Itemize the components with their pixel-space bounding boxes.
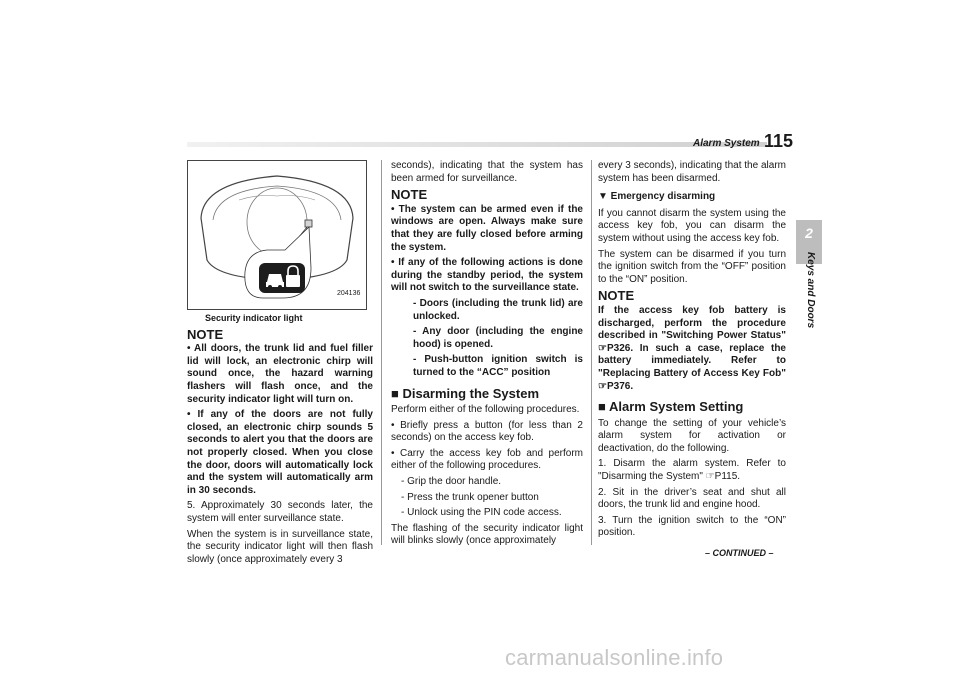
note-heading: NOTE <box>391 187 428 203</box>
watermark: carmanualsonline.info <box>505 645 724 670</box>
page-number: 115 <box>764 131 794 151</box>
body-paragraph: When the system is in surveillance state, the security indicator light will then flash slowly (once approximately every 3 <box>187 528 373 565</box>
body-paragraph: The system can be disarmed if you turn the ignition switch from the “OFF” position to the “ON” position. <box>598 248 786 285</box>
continued-label: – CONTINUED – <box>705 548 774 558</box>
bullet-item: • Carry the access key fob and perform either of the following procedures. <box>391 447 583 472</box>
column-divider <box>381 160 382 545</box>
note-bullet: • If any of the doors are not fully closed, an electronic chirp sounds 5 seconds to alert you that the doors are not properly closed. When you close the door, doors will automatically lock and the system will automatically arm in 30 seconds. <box>187 409 373 496</box>
note-bullet: • All doors, the trunk lid and fuel filler lid will lock, an electronic chirp will sound once, the hazard warning flashers will flash once, and the security indicator light will turn on. <box>187 343 373 405</box>
list-item: - Press the trunk opener button <box>401 491 539 503</box>
figure-number: 204136 <box>337 290 361 297</box>
note-bullet: • If any of the following actions is done during the standby period, the system will not switch to the surveillance state. <box>391 257 583 294</box>
security-indicator-figure <box>187 160 367 310</box>
note-sub-item: - Any door (including the engine hood) is opened. <box>413 326 583 350</box>
step-text: 3. Turn the ignition switch to the “ON” position. <box>598 514 786 539</box>
step-text: 2. Sit in the driver’s seat and shut all doors, the trunk lid and engine hood. <box>598 486 786 511</box>
body-paragraph: every 3 seconds), indicating that the alarm system has been disarmed. <box>598 160 786 184</box>
list-item: - Grip the door handle. <box>401 476 502 488</box>
section-heading: ■ Alarm System Setting <box>598 399 744 415</box>
column-3 <box>598 160 786 543</box>
list-item: - Unlock using the PIN code access. <box>401 507 562 519</box>
note-heading: NOTE <box>187 326 224 342</box>
body-paragraph: If you cannot disarm the system using the access key fob, you can disarm the system without using the access key fob. <box>598 207 786 244</box>
column-1 <box>187 160 373 569</box>
header-bar <box>187 142 767 147</box>
figure-caption: Security indicator light <box>205 313 303 323</box>
section-header-title: Alarm System <box>693 138 760 149</box>
body-paragraph: seconds), indicating that the system has been armed for surveillance. <box>391 160 583 184</box>
chapter-label-wrap <box>804 252 818 372</box>
step-text: 5. Approximately 30 seconds later, the system will enter surveillance state. <box>187 500 373 524</box>
body-paragraph: Perform either of the following procedures. <box>391 404 580 416</box>
column-2 <box>391 160 583 551</box>
note-heading: NOTE <box>598 288 635 304</box>
note-text: If the access key fob battery is discharged, perform the procedure described in "Switching Power Status" ☞P326. In such a case, replace the battery immediately. Refer to "Replacing Battery of Access Key Fob" ☞P376. <box>598 304 786 392</box>
chapter-label: Keys and Doors <box>805 252 816 329</box>
note-bullet: • The system can be armed even if the windows are open. Always make sure that they are fully closed before arming the system. <box>391 203 583 253</box>
column-divider <box>591 160 592 545</box>
body-paragraph: The flashing of the security indicator light will blinks slowly (once approximately <box>391 522 583 547</box>
section-heading: ■ Disarming the System <box>391 385 540 401</box>
step-text: 1. Disarm the alarm system. Refer to "Disarming the System" ☞P115. <box>598 458 786 483</box>
body-paragraph: To change the setting of your vehicle’s alarm system for activation or deactivation, do the following. <box>598 417 786 454</box>
note-sub-item: - Doors (including the trunk lid) are unlocked. <box>413 297 583 322</box>
bullet-item: • Briefly press a button (for less than 2 seconds) on the access key fob. <box>391 419 583 444</box>
note-sub-item: - Push-button ignition switch is turned to the “ACC” position <box>413 354 583 378</box>
subsection-heading: ▼ Emergency disarming <box>598 191 716 203</box>
chapter-number: 2 <box>805 225 813 241</box>
